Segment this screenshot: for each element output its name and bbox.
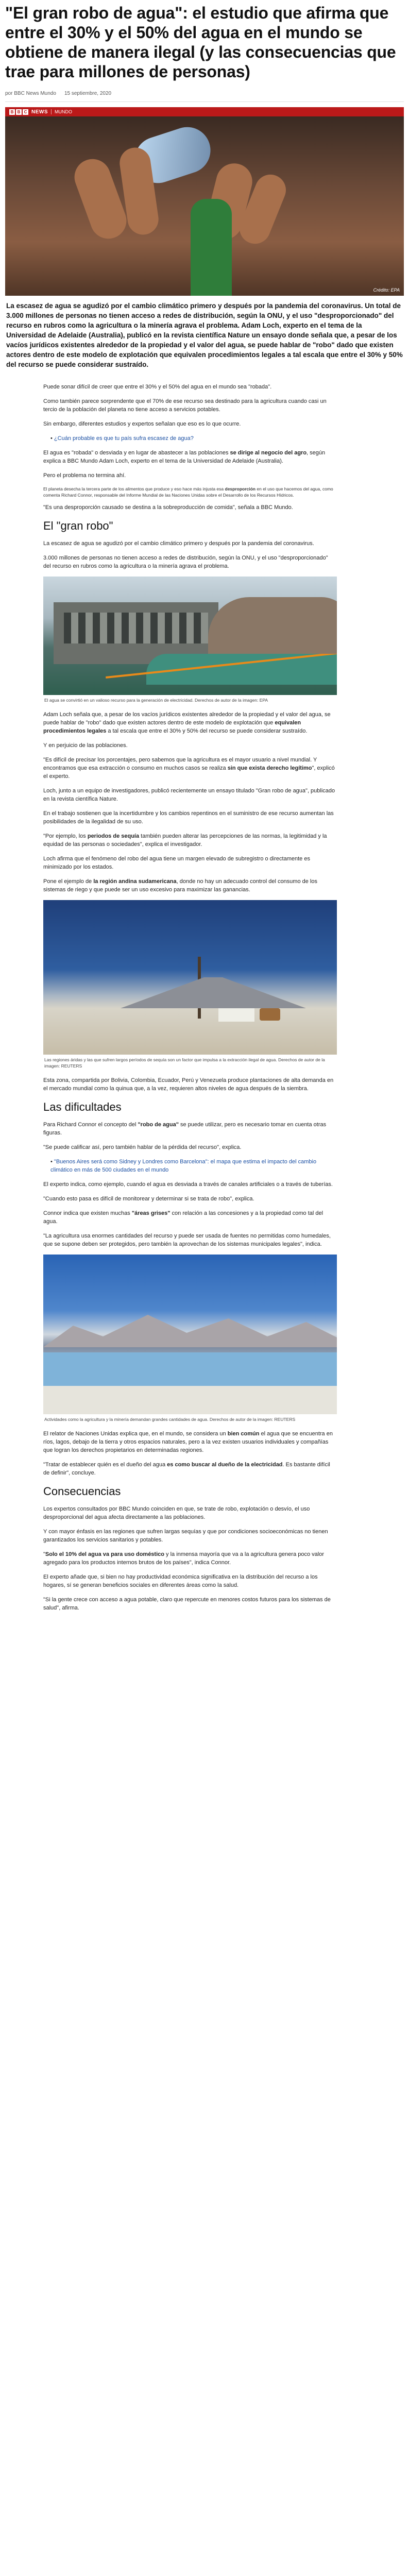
emphasis: periodos de sequía xyxy=(87,833,140,839)
tank xyxy=(260,1008,280,1021)
salt-flat xyxy=(43,1386,337,1414)
text-run: en el uso que hacemos del agua, como comenta Richard Connor, responsable del Informe Mundial de las Naciones Unidas sobre el Desarrollo de los Recursos Hídricos. xyxy=(43,486,333,498)
text-run: con relación a las concesiones y a la propiedad como tal del agua. xyxy=(43,1210,323,1225)
paragraph: "Es una desproporción causado se destina a la sobreproducción de comida", señala a BBC Mundo. xyxy=(43,504,293,511)
byline-author: por BBC News Mundo xyxy=(5,91,56,96)
text-run: . Es bastante difícil de definir", concluye. xyxy=(43,1462,330,1476)
paragraph: Pero el problema no termina ahí. xyxy=(43,472,126,479)
paragraph: Y con mayor énfasis en las regiones que sufren largas sequías y que por condiciones socioeconómicas no tienen garantizados los servicios sanitarios y potables. xyxy=(43,1529,328,1543)
lagoon-image xyxy=(43,1255,337,1414)
text-run: El planeta desecha la tercera parte de los alimentos que produce y eso hace más injusta esa xyxy=(43,486,225,492)
text-run: " xyxy=(43,1551,45,1557)
paragraph xyxy=(43,1209,337,1226)
text-run: "Por ejemplo, los xyxy=(43,833,88,839)
paragraph xyxy=(43,1461,337,1477)
bbc-logo-letter: B xyxy=(9,109,15,115)
emphasis: desproporción xyxy=(225,486,256,492)
paragraph xyxy=(43,1550,337,1567)
paragraph xyxy=(43,449,337,465)
emphasis: sin que exista derecho legítimo xyxy=(227,765,312,771)
text-run: "Es difícil de precisar los porcentajes, pero sabemos que la agricultura es el mayor usuario a nivel mundial. Y encontramos que esa extracción o consumo en muchos casos se realiza xyxy=(43,757,317,771)
text-run: Pone el ejemplo de xyxy=(43,878,94,885)
paragraph: 3.000 millones de personas no tienen acceso a redes de distribución, según la ONU, y el uso "desproporcionado" del recurso en rubros como la agricultura o la minería agrava el problema. xyxy=(43,555,328,569)
paragraph: Los expertos consultados por BBC Mundo coinciden en que, se trate de robo, explotación o desvío, el uso desproporcional del agua afecta directamente a las poblaciones. xyxy=(43,1506,310,1520)
paragraph: Loch, junto a un equipo de investigadores, publicó recientemente un ensayo titulado "Gran robo de agua", publicado en la revista científica Nature. xyxy=(43,788,335,802)
text-run: ", explicó el experto. xyxy=(43,765,335,779)
related-links xyxy=(50,434,337,443)
related-link[interactable]: • "Buenos Aires será como Sidney y Londres como Barcelona": el mapa que estima el impacto del cambio climático en más de 500 ciudades en el mundo xyxy=(50,1158,337,1174)
bbc-brand-bar xyxy=(5,107,404,116)
bbc-logo-letter: C xyxy=(23,109,28,115)
article-intro: La escasez de agua se agudizó por el cambio climático primero y después por la pandemia del coronavirus. Un total de 3.000 millones de personas no tienen acceso a redes de distribución, según la ONU, y el uso "desproporcionado" del recurso en rubros como la agricultura o la minería agrava el problema. Adam Loch, experto en el tema de la Universidad de Adelaide (Australia), publicó en la revista científica Nature un ensayo donde señala que, a pesar de los vacíos jurídicos existentes alrededor de la propiedad y el valor del agua, se puede hablar de "robo" dado que existen actores dentro de este modelo de explotación que equivalen procedimientos legales a tal escala que entre el 30% y 50% del recurso se puede considerar sustraído. xyxy=(6,302,403,368)
text-run: Adam Loch señala que, a pesar de los vacíos jurídicos existentes alrededor de la propiedad y el valor del agua, se puede hablar de "robo" dado que existen actores dentro de este modelo de explotación que xyxy=(43,711,331,726)
text-run: también pueden alterar las percepciones de las normas, la legitimidad y la equidad de las personas o sociedades", explica el investigador. xyxy=(43,833,327,848)
byline-date: 15 septiembre, 2020 xyxy=(64,91,112,96)
paragraph xyxy=(43,710,337,735)
paragraph xyxy=(43,877,337,894)
related-link[interactable]: • ¿Cuán probable es que tu país sufra escasez de agua? xyxy=(50,434,337,443)
text-run: El agua es "robada" o desviada y en lugar de abastecer a las poblaciones xyxy=(43,450,230,456)
text-run: Para Richard Connor el concepto del xyxy=(43,1122,138,1128)
figure-caption: Las regiones áridas y las que sufren largos períodos de sequía son un factor que impulsa a la extracción ilegal de agua. Derechos de autor de la imagen: REUTERS xyxy=(44,1057,325,1069)
text-run: , donde no hay un adecuado control del consumo de los sistemas de riego y que puede ser un uso excesivo para maximizar las ganancias. xyxy=(43,878,317,893)
emphasis: "robo de agua" xyxy=(138,1122,179,1128)
brand-section-label: MUNDO xyxy=(55,109,72,114)
paragraph xyxy=(43,756,337,781)
paragraph: "Se puede calificar así, pero también hablar de la pérdida del recurso", explica. xyxy=(43,1144,242,1150)
paragraph: Como también parece sorprendente que el 70% de ese recurso sea destinado para la agricultura cuando casi un tercio de la población del planeta no tiene acceso a servicios potables. xyxy=(43,398,327,413)
paragraph xyxy=(43,832,337,849)
dam-windows xyxy=(64,613,208,643)
emphasis: Solo el 10% del agua va para uso doméstico xyxy=(45,1551,164,1557)
paragraph: "Si la gente crece con acceso a agua potable, claro que repercute en menores costos futuros para los sistemas de salud", afirma. xyxy=(43,1597,331,1611)
mountains xyxy=(43,1311,337,1347)
paragraph: El experto añade que, si bien no hay productividad económica significativa en la distribución del recurso a los hogares, sí se generan beneficios sociales en diferentes áreas como la salud. xyxy=(43,1574,318,1588)
emphasis: se dirige al negocio del agro xyxy=(230,450,307,456)
paragraph xyxy=(43,1121,337,1137)
text-run: Connor indica que existen muchas xyxy=(43,1210,132,1216)
brand-news-label: NEWS xyxy=(31,109,48,115)
hero-image xyxy=(5,116,404,296)
emphasis: bien común xyxy=(227,1431,260,1437)
emphasis: es como buscar al dueño de la electricidad xyxy=(167,1462,283,1468)
paragraph: Loch afirma que el fenómeno del robo del agua tiene un margen elevado de subregistro o directamente es minimizado por los estados. xyxy=(43,856,310,870)
figure-lagoon xyxy=(43,1255,337,1422)
section-heading: El "gran robo" xyxy=(43,519,113,532)
related-links xyxy=(50,1158,337,1174)
figure-arid-region xyxy=(43,900,337,1069)
paragraph: Y en perjuicio de las poblaciones. xyxy=(43,742,128,749)
text-run: "Tratar de establecer quién es el dueño del agua xyxy=(43,1462,167,1468)
hills xyxy=(208,597,337,654)
byline xyxy=(5,91,404,102)
text-run: el agua que se encuentra en ríos, lagos, debajo de la tierra y otros espacios naturales, pero a la vez existen usuarios individuales y compañías que logran los derechos propietarios en determinadas regiones. xyxy=(43,1431,333,1453)
text-run: , según explica a BBC Mundo Adam Loch, experto en el tema de la Universidad de Adelaide (Australia). xyxy=(43,450,326,464)
figure-dam xyxy=(43,577,337,703)
bbc-logo-letter: B xyxy=(16,109,22,115)
paragraph: Esta zona, compartida por Bolivia, Colombia, Ecuador, Perú y Venezuela produce plantaciones de alta demanda en el mercado mundial como la quinua que, a la vez, requieren altos niveles de agua después de la siembra. xyxy=(43,1077,334,1092)
note-paragraph xyxy=(43,486,337,498)
emphasis: "áreas grises" xyxy=(131,1210,171,1216)
paragraph: La escasez de agua se agudizó por el cambio climático primero y después por la pandemia del coronavirus. xyxy=(43,540,314,547)
text-run: El relator de Naciones Unidas explica que, en el mundo, se considera un xyxy=(43,1431,228,1437)
paragraph xyxy=(43,1430,337,1454)
emphasis: equivalen procedimientos legales xyxy=(43,720,301,734)
text-run: a tal escala que entre el 30% y 50% del recurso se puede considerar sustraído. xyxy=(106,728,308,734)
figure-caption: El agua se convirtió en un valioso recurso para la generación de electricidad. Derechos de autor de la imagen: EPA xyxy=(44,698,268,703)
volcano xyxy=(121,977,306,1008)
paragraph: "Cuando esto pasa es difícil de monitorear y determinar si se trata de robo", explica. xyxy=(43,1196,254,1202)
paragraph: Sin embargo, diferentes estudios y expertos señalan que eso es lo que ocurre. xyxy=(43,421,241,427)
bbc-logo xyxy=(9,109,28,115)
brand-divider xyxy=(51,109,52,114)
paragraph: En el trabajo sostienen que la incertidumbre y los cambios repentinos en el suministro de ese recurso aumentan las posibilidades de la ilegalidad de su uso. xyxy=(43,810,334,825)
hero-credit: Crédito: EPA xyxy=(373,287,400,293)
article-headline: "El gran robo de agua": el estudio que afirma que entre el 30% y el 50% del agua en el mundo se obtiene de manera ilegal (y las consecuencias que trae para millones de personas) xyxy=(5,4,396,81)
paragraph: Puede sonar difícil de creer que entre el 30% y el 50% del agua en el mundo sea "robada". xyxy=(43,384,272,390)
paragraph: El experto indica, como ejemplo, cuando el agua es desviada a través de canales artificiales o a través de tuberías. xyxy=(43,1181,333,1188)
section-heading: Las dificultades xyxy=(43,1100,122,1113)
emphasis: la región andina sudamericana xyxy=(93,878,177,885)
paragraph: "La agricultura usa enormes cantidades del recurso y puede ser usada de fuentes no permitidas como humedales, que se supone deben ser protegidos, pero también la aprovechan de los sistemas municipales legales", indica. xyxy=(43,1233,331,1247)
arid-region-image xyxy=(43,900,337,1055)
text-run: se puede utilizar, pero es necesario tomar en cuenta otras figuras. xyxy=(43,1122,327,1136)
dam-image xyxy=(43,577,337,695)
section-heading: Consecuencias xyxy=(43,1485,121,1498)
green-shirt-shape xyxy=(191,199,232,296)
figure-caption: Actividades como la agricultura y la minería demandan grandes cantidades de agua. Derechos de autor de la imagen: REUTERS xyxy=(44,1417,296,1422)
lagoon-water xyxy=(43,1352,337,1388)
text-run: y la inmensa mayoría que va a la agricultura genera poco valor agregado para los productos internos brutos de los países", indica Connor. xyxy=(43,1551,324,1566)
article-body xyxy=(43,383,337,1612)
